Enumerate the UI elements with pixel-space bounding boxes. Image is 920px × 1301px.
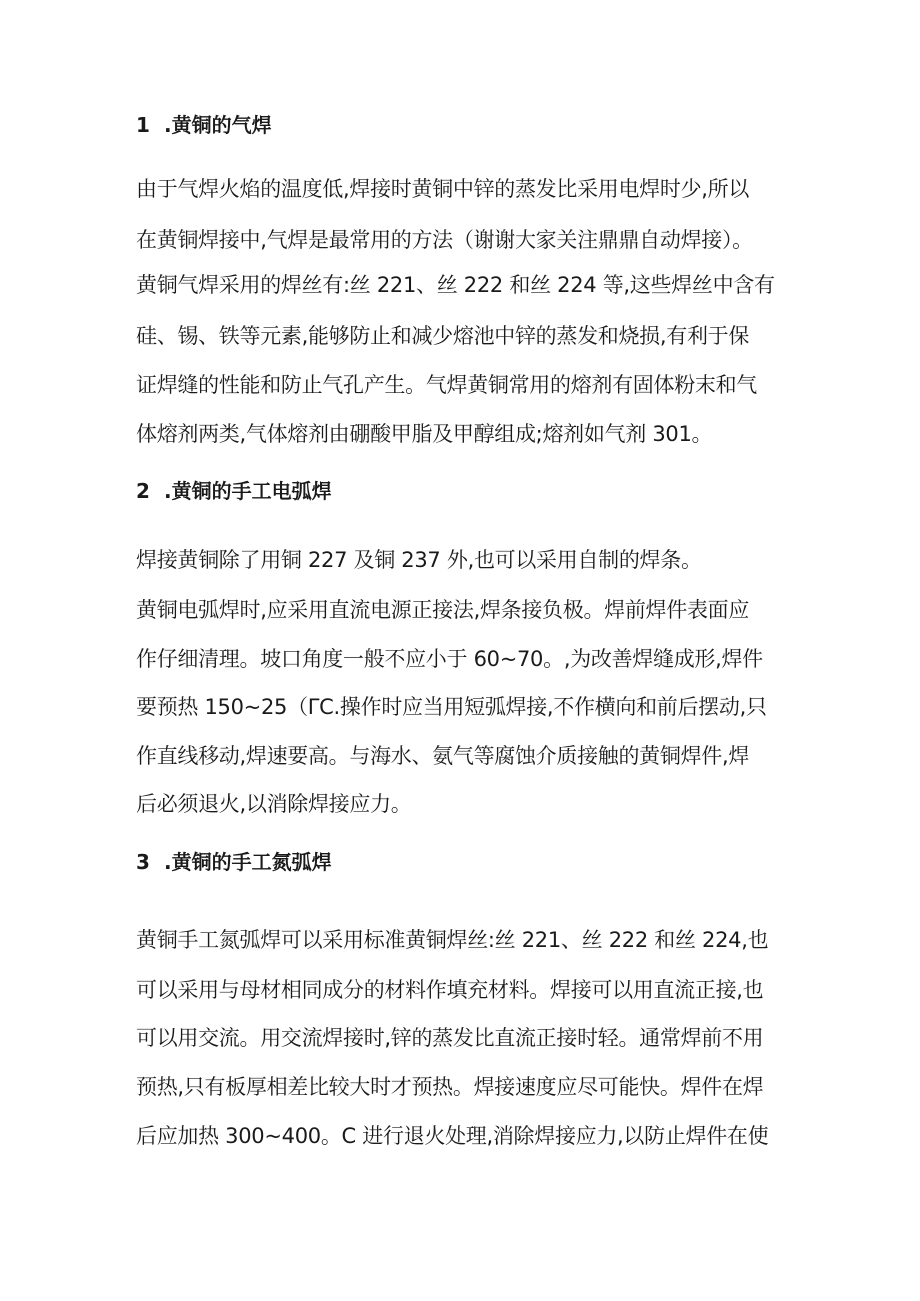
section-number: 3: [136, 850, 150, 874]
paragraph-line: 硅、锡、铁等元素,能够防止和减少熔池中锌的蒸发和烧损,有利于保: [136, 324, 750, 348]
paragraph-line: 可以采用与母材相同成分的材料作填充材料。焊接可以用直流正接,也: [136, 978, 764, 1002]
paragraph-line: 黄铜气焊采用的焊丝有:丝 221、丝 222 和丝 224 等,这些焊丝中含有: [136, 273, 775, 297]
section-number: 2: [136, 479, 150, 503]
section-heading-2: [136, 476, 332, 506]
paragraph-line: 可以用交流。用交流焊接时,锌的蒸发比直流正接时轻。通常焊前不用: [136, 1026, 764, 1050]
section-number: 1: [136, 113, 150, 137]
section-title: .黄铜的手工氮弧焊: [164, 850, 332, 874]
paragraph-line: 由于气焊火焰的温度低,焊接时黄铜中锌的蒸发比采用电焊时少,所以: [136, 177, 750, 201]
paragraph-line: 在黄铜焊接中,气焊是最常用的方法（谢谢大家关注鼎鼎自动焊接）。: [136, 228, 753, 252]
paragraph-line: 后应加热 300~400。C 进行退火处理,消除焊接应力,以防止焊件在使: [136, 1124, 769, 1148]
paragraph-line: 黄铜手工氮弧焊可以采用标准黄铜焊丝:丝 221、丝 222 和丝 224,也: [136, 928, 769, 952]
section-title: .黄铜的气焊: [164, 113, 272, 137]
section-heading-1: [136, 110, 272, 140]
paragraph-line: 黄铜电弧焊时,应采用直流电源正接法,焊条接负极。焊前焊件表面应: [136, 598, 750, 622]
paragraph-line: 作仔细清理。坡口角度一般不应小于 60~70。,为改善焊缝成形,焊件: [136, 647, 763, 671]
paragraph-line: 证焊缝的性能和防止气孔产生。气焊黄铜常用的熔剂有固体粉末和气: [136, 373, 757, 397]
paragraph-line: 体熔剂两类,气体熔剂由硼酸甲脂及甲醇组成;熔剂如气剂 301。: [136, 422, 713, 446]
paragraph-line: 作直线移动,焊速要高。与海水、氨气等腐蚀介质接触的黄铜焊件,焊: [136, 744, 750, 768]
paragraph-line: 焊接黄铜除了用铜 227 及铜 237 外,也可以采用自制的焊条。: [136, 548, 702, 572]
section-heading-3: [136, 847, 332, 877]
paragraph-line: 后必须退火,以消除焊接应力。: [136, 792, 412, 816]
paragraph-line: 要预热 150~25（ΓC.操作时应当用短弧焊接,不作横向和前后摆动,只: [136, 695, 767, 719]
paragraph-line: 预热,只有板厚相差比较大时才预热。焊接速度应尽可能快。焊件在焊: [136, 1075, 764, 1099]
section-title: .黄铜的手工电弧焊: [164, 479, 332, 503]
